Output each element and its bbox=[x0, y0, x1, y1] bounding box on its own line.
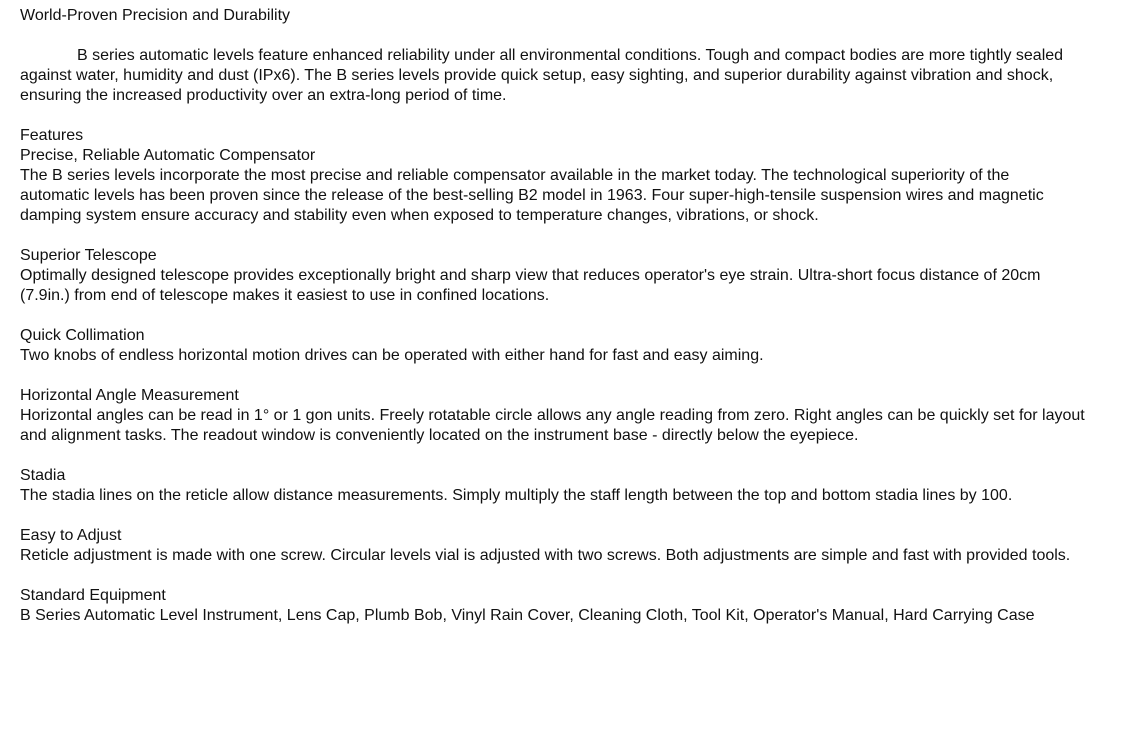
spacer bbox=[20, 306, 1090, 326]
angle-heading: Horizontal Angle Measurement bbox=[20, 387, 239, 404]
document-body bbox=[20, 6, 1090, 626]
spacer bbox=[20, 566, 1090, 586]
page-title: World-Proven Precision and Durability bbox=[20, 7, 291, 24]
stadia-paragraph: The stadia lines on the reticle allow distance measurements. Simply multiply the staff length between the top and bottom stadia lines by 100. bbox=[20, 487, 1013, 504]
adjust-paragraph: Reticle adjustment is made with one screw. Circular levels vial is adjusted with two screws. Both adjustments are simple and fast with provided tools. bbox=[20, 547, 1071, 564]
compensator-text-start: The B series levels incorporate the most precise and reliable compensator available in the market today. The technological superiority of the bbox=[20, 167, 1010, 184]
equipment-heading: Standard Equipment bbox=[20, 587, 166, 604]
angle-paragraph: Horizontal angles can be read in 1° or 1 gon units. Freely rotatable circle allows any angle reading from zero. Right angles can be quickly set for layout and alignment tasks. The readout window is conveniently located on the instrument base - directly below the eyepiece. bbox=[20, 407, 1085, 444]
stadia-heading: Stadia bbox=[20, 467, 66, 484]
compensator-paragraph bbox=[20, 166, 1090, 226]
spacer bbox=[20, 506, 1090, 526]
spacer bbox=[20, 446, 1090, 466]
spacer bbox=[20, 106, 1090, 126]
telescope-heading: Superior Telescope bbox=[20, 247, 157, 264]
spacer bbox=[20, 26, 1090, 46]
intro-text: B series automatic levels feature enhanced reliability under all environmental conditions. Tough and compact bodies are more tightly sealed against water, humidity and dust (IPx6). The B series levels provide quick setup, easy sighting, and superior durability against vibration and shock, ensuring the increased productivity over an extra-long period of time. bbox=[20, 47, 1064, 104]
collimation-heading: Quick Collimation bbox=[20, 327, 145, 344]
telescope-paragraph: Optimally designed telescope provides exceptionally bright and sharp view that reduces operator's eye strain. Ultra-short focus distance of 20cm (7.9in.) from end of telescope makes it easiest to use in confined locations. bbox=[20, 267, 1041, 304]
compensator-text-end: automatic levels has been proven since the release of the best-selling B2 model in 1963. Four super-high-tensile suspension wires and magnetic damping system ensure accuracy and stability even when exposed to temperature changes, vibrations, or shock. bbox=[20, 187, 1044, 224]
intro-paragraph bbox=[20, 46, 1090, 106]
collimation-paragraph: Two knobs of endless horizontal motion drives can be operated with either hand for fast and easy aiming. bbox=[20, 347, 764, 364]
compensator-heading: Precise, Reliable Automatic Compensator bbox=[20, 147, 316, 164]
spacer bbox=[20, 226, 1090, 246]
features-heading: Features bbox=[20, 127, 84, 144]
spacer bbox=[20, 366, 1090, 386]
equipment-paragraph: B Series Automatic Level Instrument, Lens Cap, Plumb Bob, Vinyl Rain Cover, Cleaning Cloth, Tool Kit, Operator's Manual, Hard Carrying Case bbox=[20, 607, 1035, 624]
adjust-heading: Easy to Adjust bbox=[20, 527, 122, 544]
